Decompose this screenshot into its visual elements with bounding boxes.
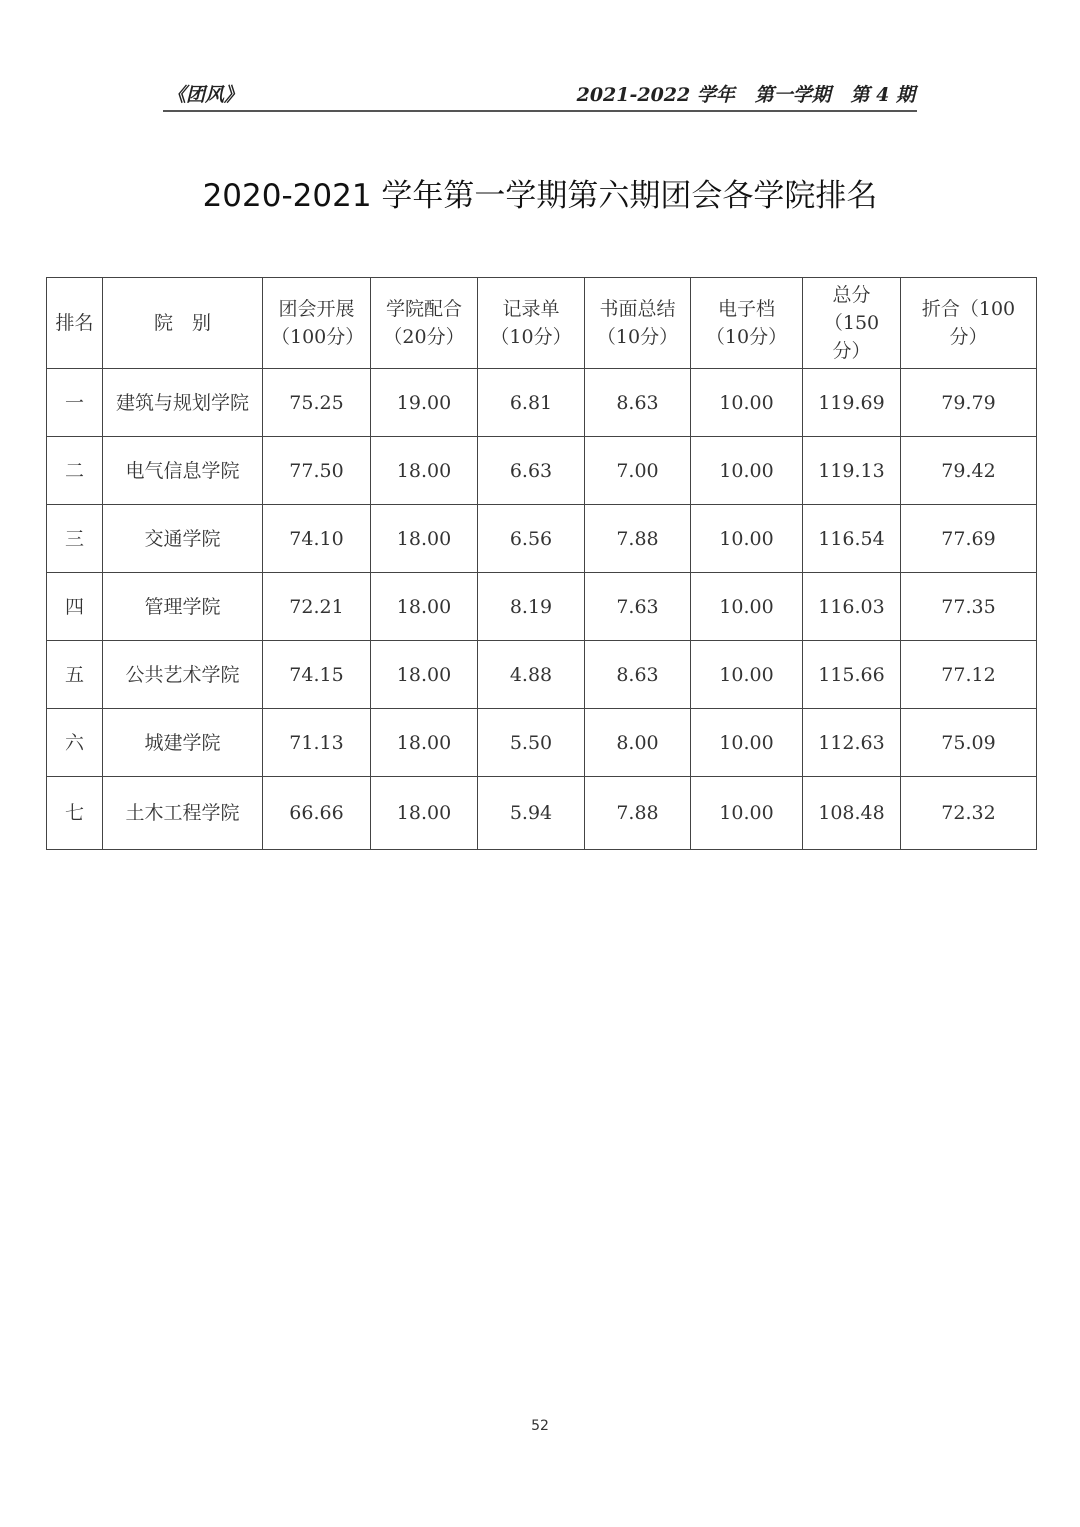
record-score-cell: 8.19 [478, 573, 585, 641]
issue-info: 2021-2022 学年 第一学期 第 4 期 [576, 84, 915, 106]
total-score-cell: 119.13 [803, 437, 901, 505]
college-cell: 土木工程学院 [103, 777, 263, 850]
rank-cell: 二 [47, 437, 103, 505]
meeting-score-cell: 74.15 [263, 641, 371, 709]
summary-score-cell: 7.63 [585, 573, 691, 641]
total-score-cell: 119.69 [803, 369, 901, 437]
publication-name: 《团风》 [167, 84, 244, 106]
rank-cell: 四 [47, 573, 103, 641]
electronic-score-cell: 10.00 [691, 777, 803, 850]
record-score-cell: 6.63 [478, 437, 585, 505]
college-cell: 电气信息学院 [103, 437, 263, 505]
cooperation-score-cell: 18.00 [371, 505, 478, 573]
cooperation-score-cell: 18.00 [371, 437, 478, 505]
college-cell: 管理学院 [103, 573, 263, 641]
page-title: 2020-2021 学年第一学期第六期团会各学院排名 [202, 178, 878, 214]
record-score-cell: 6.56 [478, 505, 585, 573]
meeting-score-cell: 71.13 [263, 709, 371, 777]
cooperation-score-cell: 19.00 [371, 369, 478, 437]
meeting-score-cell: 66.66 [263, 777, 371, 850]
converted-score-cell: 77.69 [901, 505, 1037, 573]
converted-score-cell: 79.42 [901, 437, 1037, 505]
electronic-score-cell: 10.00 [691, 369, 803, 437]
record-score-cell: 6.81 [478, 369, 585, 437]
record-score-cell: 4.88 [478, 641, 585, 709]
summary-score-cell: 7.88 [585, 777, 691, 850]
table-row [47, 369, 1037, 437]
meeting-score-cell: 72.21 [263, 573, 371, 641]
electronic-score-cell: 10.00 [691, 505, 803, 573]
college-cell: 城建学院 [103, 709, 263, 777]
rank-cell: 六 [47, 709, 103, 777]
rank-cell: 三 [47, 505, 103, 573]
column-header-electronic: 电子档（10分） [691, 278, 803, 369]
cooperation-score-cell: 18.00 [371, 777, 478, 850]
column-header-meeting: 团会开展（100分） [263, 278, 371, 369]
college-cell: 交通学院 [103, 505, 263, 573]
meeting-score-cell: 77.50 [263, 437, 371, 505]
converted-score-cell: 72.32 [901, 777, 1037, 850]
total-score-cell: 115.66 [803, 641, 901, 709]
converted-score-cell: 79.79 [901, 369, 1037, 437]
summary-score-cell: 8.63 [585, 369, 691, 437]
column-header-total: 总分（150分） [803, 278, 901, 369]
record-score-cell: 5.50 [478, 709, 585, 777]
table-row [47, 709, 1037, 777]
column-header-record: 记录单（10分） [478, 278, 585, 369]
converted-score-cell: 77.35 [901, 573, 1037, 641]
total-score-cell: 112.63 [803, 709, 901, 777]
college-cell: 建筑与规划学院 [103, 369, 263, 437]
column-header-converted: 折合（100分） [901, 278, 1037, 369]
converted-score-cell: 77.12 [901, 641, 1037, 709]
table-row [47, 777, 1037, 850]
table-row [47, 505, 1037, 573]
meeting-score-cell: 75.25 [263, 369, 371, 437]
electronic-score-cell: 10.00 [691, 437, 803, 505]
rank-cell: 七 [47, 777, 103, 850]
cooperation-score-cell: 18.00 [371, 641, 478, 709]
column-header-college: 院 别 [103, 278, 263, 369]
converted-score-cell: 75.09 [901, 709, 1037, 777]
page-number: 52 [531, 1418, 549, 1434]
column-header-rank: 排名 [47, 278, 103, 369]
total-score-cell: 108.48 [803, 777, 901, 850]
college-cell: 公共艺术学院 [103, 641, 263, 709]
column-header-cooperation: 学院配合（20分） [371, 278, 478, 369]
record-score-cell: 5.94 [478, 777, 585, 850]
ranking-table [46, 277, 1037, 850]
rank-cell: 五 [47, 641, 103, 709]
cooperation-score-cell: 18.00 [371, 573, 478, 641]
table-row [47, 573, 1037, 641]
table-header-row [47, 278, 1037, 369]
summary-score-cell: 8.00 [585, 709, 691, 777]
summary-score-cell: 7.88 [585, 505, 691, 573]
electronic-score-cell: 10.00 [691, 641, 803, 709]
summary-score-cell: 8.63 [585, 641, 691, 709]
electronic-score-cell: 10.00 [691, 573, 803, 641]
rank-cell: 一 [47, 369, 103, 437]
meeting-score-cell: 74.10 [263, 505, 371, 573]
table-row [47, 641, 1037, 709]
total-score-cell: 116.54 [803, 505, 901, 573]
electronic-score-cell: 10.00 [691, 709, 803, 777]
page-header [163, 76, 917, 112]
table-row [47, 437, 1037, 505]
cooperation-score-cell: 18.00 [371, 709, 478, 777]
summary-score-cell: 7.00 [585, 437, 691, 505]
column-header-summary: 书面总结（10分） [585, 278, 691, 369]
total-score-cell: 116.03 [803, 573, 901, 641]
